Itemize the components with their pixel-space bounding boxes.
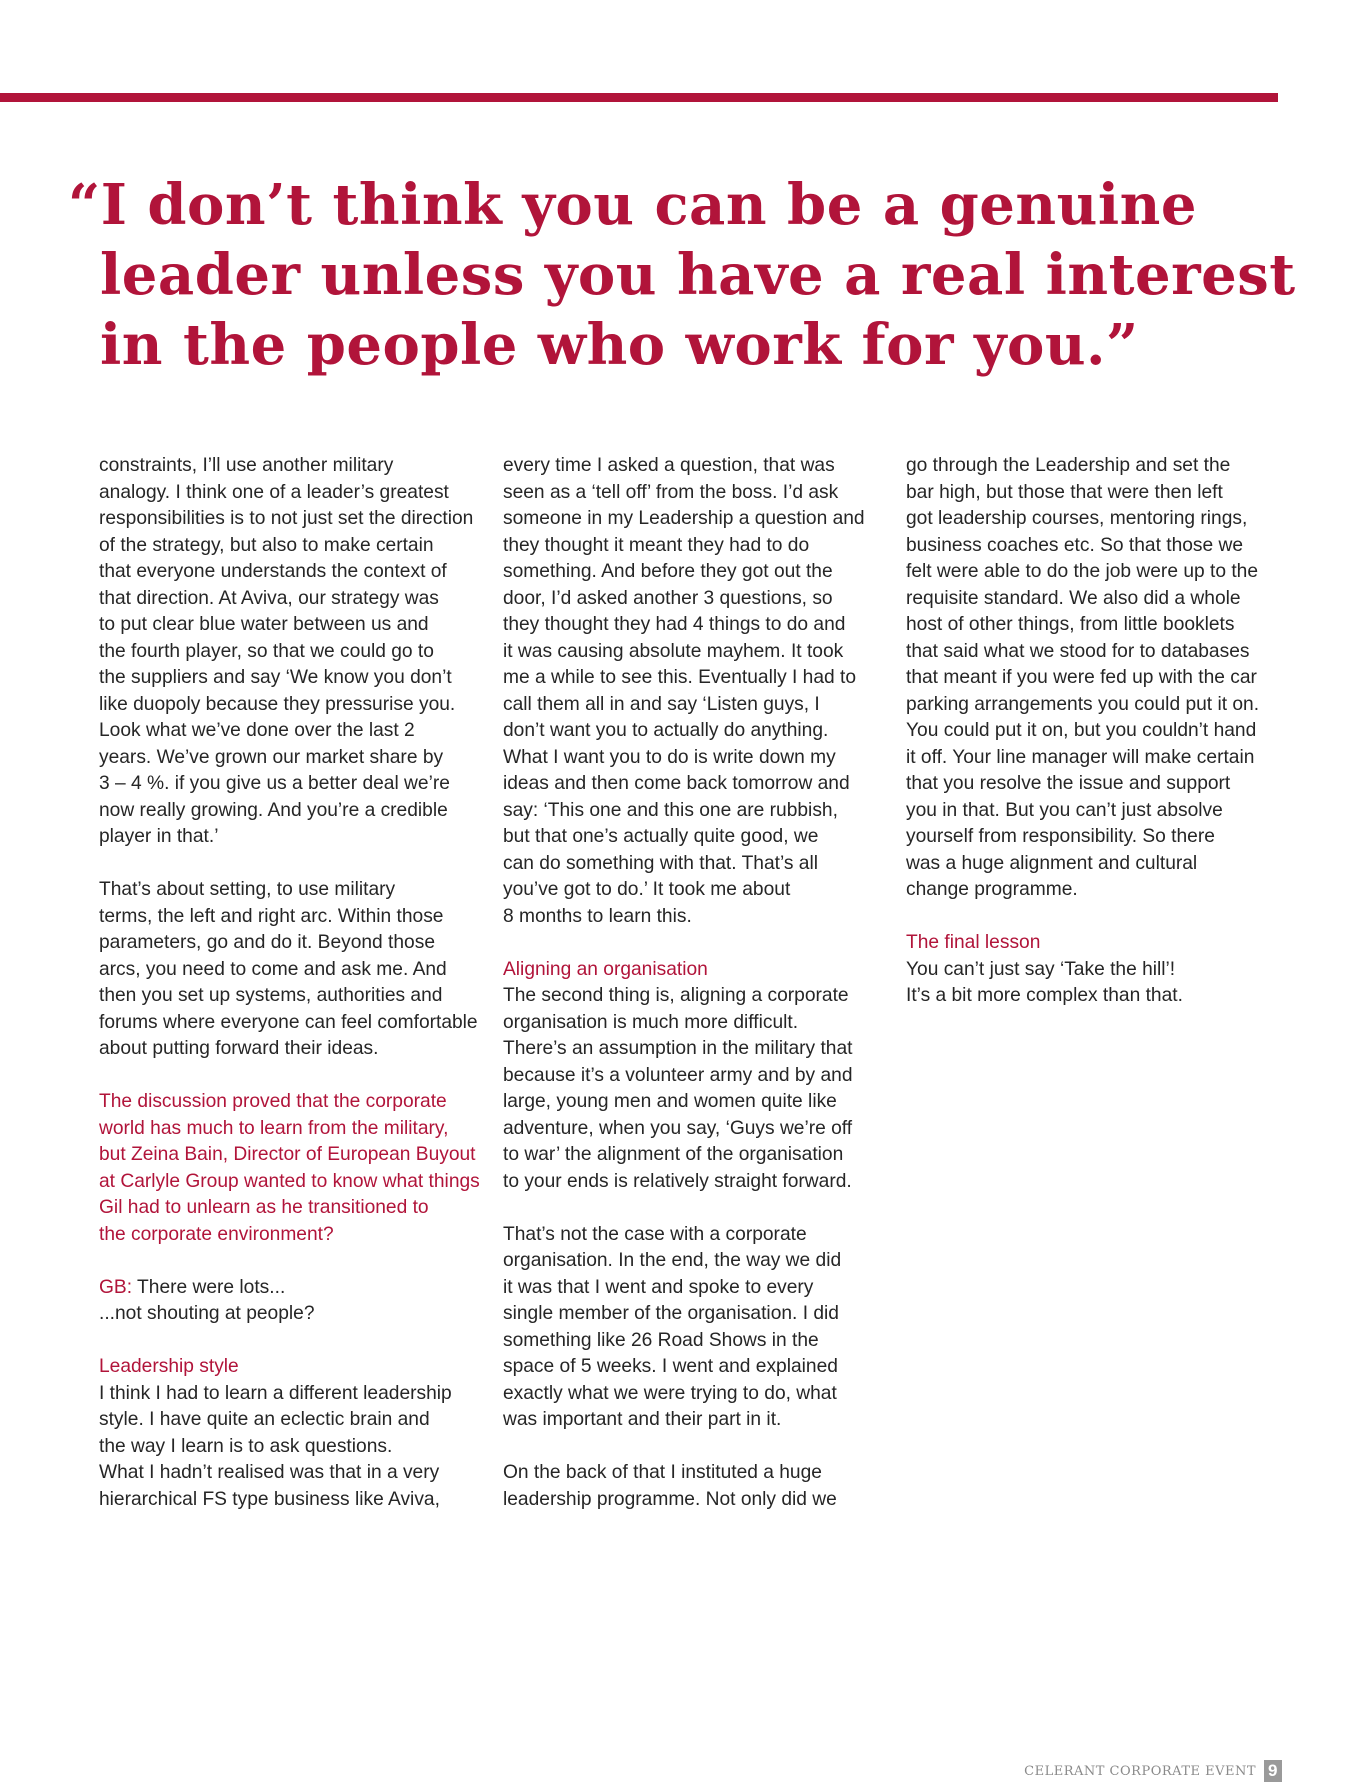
text-line: That’s not the case with a corporate bbox=[503, 1223, 807, 1245]
text-line: The discussion proved that the corporate bbox=[99, 1091, 447, 1112]
text-line: call them all in and say ‘Listen guys, I bbox=[503, 693, 820, 715]
text-line: hierarchical FS type business like Aviva, bbox=[99, 1488, 440, 1510]
text-line: they thought they had 4 things to do and bbox=[503, 614, 846, 635]
text-line: business coaches etc. So that those we bbox=[906, 534, 1244, 556]
text-line: it off. Your line manager will make certain bbox=[906, 746, 1255, 768]
text-line: you in that. But you can’t just absolve bbox=[906, 799, 1223, 821]
text-line: was important and their part in it. bbox=[503, 1409, 782, 1430]
text-line: That’s about setting, to use military bbox=[99, 879, 396, 900]
text-line: yourself from responsibility. So there bbox=[906, 826, 1215, 847]
text-line: of the strategy, but also to make certain bbox=[99, 534, 434, 556]
text-line: You could put it on, but you couldn’t hand bbox=[906, 720, 1257, 741]
text-line: parking arrangements you could put it on. bbox=[906, 693, 1260, 715]
text-line: player in that.’ bbox=[99, 826, 219, 847]
paragraph bbox=[503, 983, 893, 1195]
text-line: that meant if you were fed up with the car bbox=[906, 667, 1257, 688]
text-line: that everyone understands the context of bbox=[99, 561, 447, 582]
text-line: go through the Leadership and set the bbox=[906, 455, 1231, 476]
text-line: say: ‘This one and this one are rubbish, bbox=[503, 799, 838, 821]
text-line: change programme. bbox=[906, 879, 1078, 900]
text-line: door, I’d asked another 3 questions, so bbox=[503, 587, 833, 609]
text-line: space of 5 weeks. I went and explained bbox=[503, 1356, 838, 1377]
text-line: parameters, go and do it. Beyond those bbox=[99, 932, 435, 953]
text-line: adventure, when you say, ‘Guys we’re off bbox=[503, 1117, 853, 1139]
section bbox=[503, 957, 893, 1196]
text-line: don’t want you to actually do anything. bbox=[503, 720, 829, 741]
pull-quote-line: “I don’t think you can be a genuine bbox=[68, 172, 1197, 238]
speaker-text: There were lots... bbox=[132, 1276, 286, 1298]
publication-name: CELERANT CORPORATE EVENT bbox=[1024, 1763, 1257, 1779]
text-line: something. And before they got out the bbox=[503, 561, 833, 582]
text-line: It’s a bit more complex than that. bbox=[906, 985, 1183, 1006]
paragraph bbox=[503, 453, 893, 930]
article-column-2 bbox=[503, 453, 893, 1540]
text-line: they thought it meant they had to do bbox=[503, 534, 810, 556]
text-line: every time I asked a question, that was bbox=[503, 455, 835, 476]
text-line: On the back of that I instituted a huge bbox=[503, 1462, 822, 1483]
section bbox=[906, 930, 1296, 1010]
text-line: large, young men and women quite like bbox=[503, 1091, 837, 1112]
text-line: the fourth player, so that we could go to bbox=[99, 640, 434, 662]
text-line: that said what we stood for to databases bbox=[906, 640, 1250, 662]
text-line: Look what we’ve done over the last 2 bbox=[99, 720, 415, 741]
question-paragraph bbox=[99, 1089, 489, 1248]
text-line: 3 – 4 %. if you give us a better deal we’re bbox=[99, 773, 450, 794]
section bbox=[99, 1354, 489, 1513]
paragraph bbox=[503, 1222, 893, 1434]
text-line: because it’s a volunteer army and by and bbox=[503, 1064, 853, 1086]
text-line: about putting forward their ideas. bbox=[99, 1038, 379, 1059]
text-line: style. I have quite an eclectic brain and bbox=[99, 1409, 430, 1430]
text-line: you’ve got to do.’ It took me about bbox=[503, 879, 791, 900]
paragraph bbox=[906, 957, 1296, 1010]
text-line: me a while to see this. Eventually I had to bbox=[503, 667, 857, 688]
paragraph bbox=[99, 453, 489, 851]
text-line: exactly what we were trying to do, what bbox=[503, 1382, 837, 1404]
paragraph bbox=[99, 1381, 489, 1514]
text-line: that direction. At Aviva, our strategy was bbox=[99, 587, 439, 609]
text-line: There’s an assumption in the military that bbox=[503, 1038, 853, 1059]
text-line: The second thing is, aligning a corporate bbox=[503, 985, 849, 1006]
text-line: 8 months to learn this. bbox=[503, 905, 692, 927]
text-line: the corporate environment? bbox=[99, 1223, 334, 1245]
text-line: that you resolve the issue and support bbox=[906, 773, 1231, 794]
text-line: bar high, but those that were then left bbox=[906, 481, 1223, 503]
paragraph bbox=[503, 1460, 893, 1513]
text-line: I think I had to learn a different leadership bbox=[99, 1382, 452, 1404]
text-line: it was that I went and spoke to every bbox=[503, 1276, 814, 1298]
text-line: but that one’s actually quite good, we bbox=[503, 826, 819, 847]
pull-quote-line: leader unless you have a real interest bbox=[100, 242, 1296, 308]
paragraph bbox=[99, 877, 489, 1063]
text-line: requisite standard. We also did a whole bbox=[906, 587, 1241, 609]
text-line: You can’t just say ‘Take the hill’! bbox=[906, 958, 1176, 980]
text-line: seen as a ‘tell off’ from the boss. I’d ask bbox=[503, 481, 839, 503]
text-line: Gil had to unlearn as he transitioned to bbox=[99, 1197, 429, 1218]
text-line: something like 26 Road Shows in the bbox=[503, 1329, 819, 1351]
text-line: leadership programme. Not only did we bbox=[503, 1488, 837, 1510]
text-line: at Carlyle Group wanted to know what things bbox=[99, 1170, 480, 1192]
text-line: felt were able to do the job were up to the bbox=[906, 561, 1258, 582]
text-line: the suppliers and say ‘We know you don’t bbox=[99, 667, 452, 688]
text-line: now really growing. And you’re a credible bbox=[99, 799, 448, 821]
text-line: analogy. I think one of a leader’s greatest bbox=[99, 481, 449, 503]
followup-text: ...not shouting at people? bbox=[99, 1303, 315, 1324]
text-line: like duopoly because they pressurise you. bbox=[99, 693, 456, 715]
text-line: host of other things, from little booklets bbox=[906, 614, 1235, 635]
page-number: 9 bbox=[1264, 1760, 1282, 1782]
speaker-label: GB: bbox=[99, 1276, 133, 1298]
text-line: can do something with that. That’s all bbox=[503, 852, 819, 874]
text-line: ideas and then come back tomorrow and bbox=[503, 773, 850, 794]
top-rule bbox=[0, 93, 1278, 102]
section-heading: Leadership style bbox=[99, 1356, 239, 1377]
text-line: forums where everyone can feel comfortable bbox=[99, 1011, 478, 1033]
text-line: organisation is much more difficult. bbox=[503, 1011, 799, 1033]
text-line: to your ends is relatively straight forward. bbox=[503, 1170, 852, 1192]
article-column-3 bbox=[906, 453, 1296, 1036]
text-line: organisation. In the end, the way we did bbox=[503, 1250, 842, 1271]
text-line: single member of the organisation. I did bbox=[503, 1303, 839, 1324]
pull-quote bbox=[68, 170, 1296, 380]
text-line: got leadership courses, mentoring rings, bbox=[906, 508, 1248, 529]
article-column-1 bbox=[99, 453, 489, 1540]
text-line: then you set up systems, authorities and bbox=[99, 985, 443, 1006]
text-line: years. We’ve grown our market share by bbox=[99, 746, 444, 768]
text-line: the way I learn is to ask questions. bbox=[99, 1435, 393, 1457]
text-line: to war’ the alignment of the organisation bbox=[503, 1144, 844, 1165]
section-heading: Aligning an organisation bbox=[503, 958, 708, 980]
section-heading: The final lesson bbox=[906, 932, 1041, 953]
paragraph bbox=[906, 453, 1296, 904]
paragraph bbox=[99, 1275, 489, 1328]
pull-quote-line: in the people who work for you.” bbox=[100, 312, 1139, 378]
text-line: was a huge alignment and cultural bbox=[906, 852, 1198, 874]
text-line: world has much to learn from the military, bbox=[99, 1117, 449, 1139]
text-line: What I hadn’t realised was that in a very bbox=[99, 1462, 440, 1483]
text-line: but Zeina Bain, Director of European Buyout bbox=[99, 1144, 476, 1165]
text-line: terms, the left and right arc. Within those bbox=[99, 905, 444, 927]
text-line: What I want you to do is write down my bbox=[503, 746, 836, 768]
page-footer bbox=[1024, 1760, 1282, 1782]
text-line: constraints, I’ll use another military bbox=[99, 455, 394, 476]
text-line: it was causing absolute mayhem. It took bbox=[503, 640, 844, 662]
text-line: responsibilities is to not just set the direction bbox=[99, 508, 474, 529]
text-line: to put clear blue water between us and bbox=[99, 614, 429, 635]
text-line: someone in my Leadership a question and bbox=[503, 508, 865, 529]
text-line: arcs, you need to come and ask me. And bbox=[99, 958, 447, 980]
